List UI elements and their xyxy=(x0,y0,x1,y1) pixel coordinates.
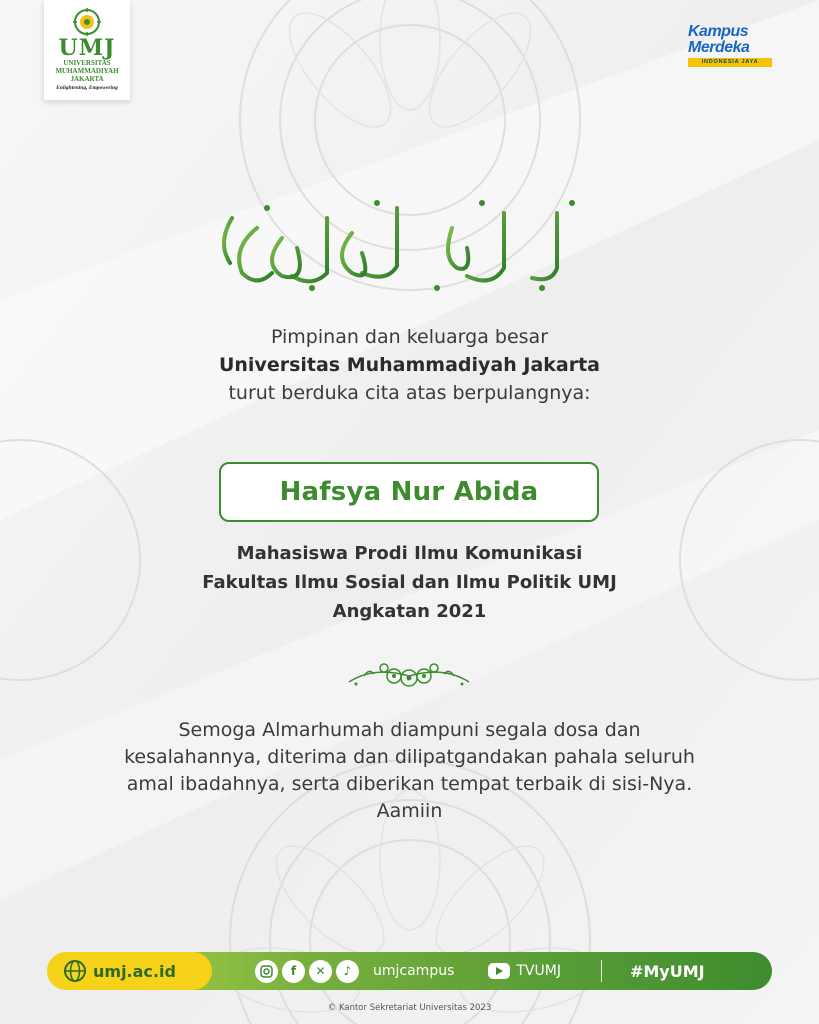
social-handle: umjcampus xyxy=(373,963,455,979)
intro-text xyxy=(0,323,819,407)
website-text: umj.ac.id xyxy=(93,961,176,981)
logo-tagline: Enlightening, Empowering xyxy=(56,85,118,91)
kampus-merdeka-line1: Kampus xyxy=(688,23,749,40)
prayer-text xyxy=(0,717,819,825)
social-links xyxy=(255,952,454,990)
hashtag: #MyUMJ xyxy=(629,961,705,981)
details-line2: Fakultas Ilmu Sosial dan Ilmu Politik UMJ xyxy=(202,572,617,593)
prayer-line1: Semoga Almarhumah diampuni segala dosa dan xyxy=(178,719,641,741)
copyright-text: © Kantor Sekretariat Universitas 2023 xyxy=(327,1003,492,1013)
details-line3: Angkatan 2021 xyxy=(332,601,487,622)
tiktok-icon[interactable]: ♪ xyxy=(336,960,359,983)
arabic-calligraphy xyxy=(212,188,607,298)
footer-divider xyxy=(601,960,602,982)
footer-bar xyxy=(47,952,772,990)
logo-university-name: UNIVERSITAS MUHAMMADIYAH JAKARTA xyxy=(55,59,119,83)
deceased-name: Hafsya Nur Abida xyxy=(279,477,539,507)
youtube-link[interactable] xyxy=(488,952,561,990)
deceased-name-box xyxy=(219,462,599,522)
youtube-icon xyxy=(488,963,510,979)
floral-ornament-icon xyxy=(344,654,474,698)
prayer-line4: Aamiin xyxy=(376,800,443,822)
prayer-line3: amal ibadahnya, serta diberikan tempat terbaik di sisi-Nya. xyxy=(126,773,693,795)
globe-icon xyxy=(63,959,87,983)
kampus-merdeka-logo xyxy=(688,24,778,67)
details-line1: Mahasiswa Prodi Ilmu Komunikasi xyxy=(236,543,583,564)
intro-line1: Pimpinan dan keluarga besar xyxy=(270,326,549,348)
youtube-handle: TVUMJ xyxy=(516,963,561,979)
kampus-merdeka-line2: Merdeka xyxy=(688,39,750,56)
instagram-icon[interactable] xyxy=(255,960,278,983)
prayer-line2: kesalahannya, diterima dan dilipatgandakan pahala seluruh xyxy=(124,746,695,768)
umj-logo xyxy=(44,0,130,100)
x-icon[interactable]: ✕ xyxy=(309,960,332,983)
intro-line2: Universitas Muhammadiyah Jakarta xyxy=(218,354,601,376)
website-link[interactable] xyxy=(47,952,212,990)
deceased-details xyxy=(0,539,819,626)
logo-abbreviation: UMJ xyxy=(58,35,116,61)
facebook-icon[interactable]: f xyxy=(282,960,305,983)
intro-line3: turut berduka cita atas berpulangnya: xyxy=(228,382,591,404)
kampus-merdeka-subtitle: INDONESIA JAYA xyxy=(688,58,772,67)
umj-emblem-icon xyxy=(72,8,102,36)
